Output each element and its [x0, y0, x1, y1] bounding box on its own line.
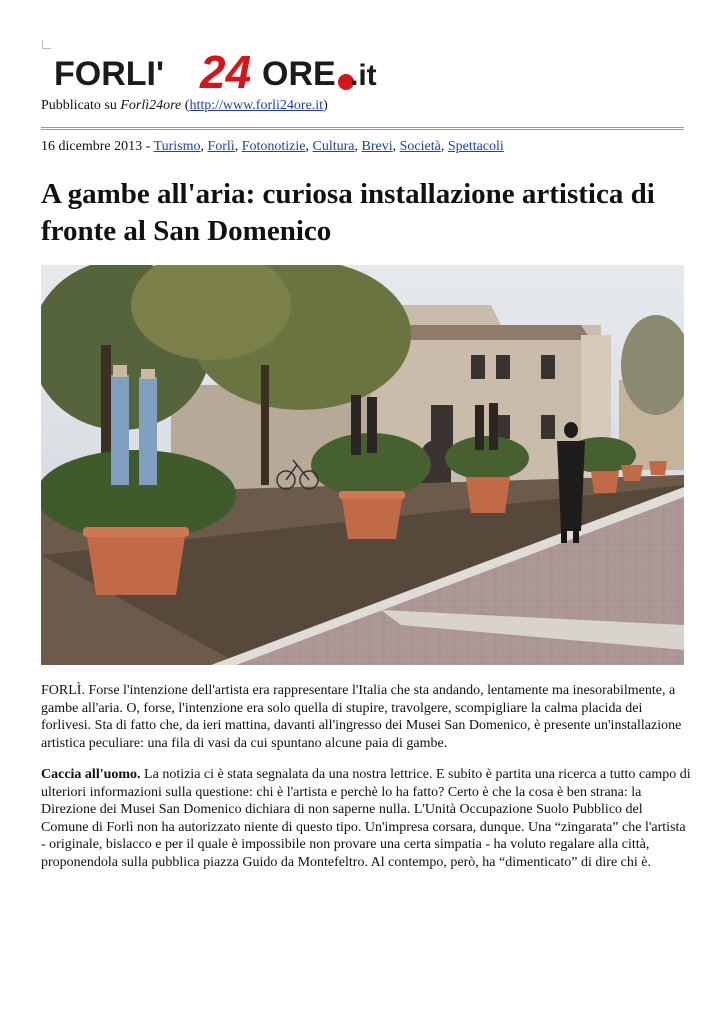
article-title: A gambe all'aria: curiosa installazione artistica di fronte al San Domenico: [41, 178, 655, 247]
paragraph-2-lead: Caccia all'uomo.: [41, 767, 141, 782]
category-link[interactable]: Forlì: [207, 139, 235, 154]
published-site-name: Forlì24ore: [120, 98, 182, 113]
logo-text-it: .it: [350, 59, 377, 92]
forli24ore-logo[interactable]: [54, 48, 414, 96]
category-link[interactable]: Fotonotizie: [241, 139, 306, 154]
published-prefix: Pubblicato su: [41, 98, 121, 113]
published-paren-close: ): [323, 98, 328, 113]
category-link[interactable]: Turismo: [153, 139, 201, 154]
paragraph-2-body: La notizia ci è stata segnalata da una nostra lettrice. E subito è partita una ricerca a tutto campo di ulteriori informazioni sulla questione: chi è l'artista e perchè lo ha fatto? Certo è che la cosa è ben strana: la Direzione dei Musei San Domenico dichiara di non saperne nulla. L'Unità Occupazione Suolo Pubblico del Comune di Forlì non ha autorizzato niente di questo tipo. Un'impresa corsara, dunque. Una “zingarata” che l'artista - originale, bislacco e per il quale è impossibile non provare una certa simpatia - ha voluto regalare alla città, proponendola sulla pubblica piazza Guido da Montefeltro. Al contempo, però, ha “dimenticato” di dire chi è.: [41, 767, 691, 870]
article-paragraph-1: FORLÌ. Forse l'intenzione dell'artista era rappresentare l'Italia che sta andando, lentamente ma inesorabilmente, a gambe all'aria. O, forse, l'intenzione era solo quella di stupire, travolgere, scompigliare la calma placida dei forlivesi. Sta di fatto che, da ieri mattina, davanti all'ingresso dei Musei San Domenico, è presente un'installazione artistica peculiare: una fila di vasi da cui spuntano alcune paia di gambe.: [41, 683, 682, 751]
published-line: [41, 98, 328, 114]
header-divider: [41, 127, 684, 130]
date-separator: -: [142, 139, 154, 154]
category-link[interactable]: Società: [399, 139, 441, 154]
logo-text-ore: ORE: [262, 55, 336, 93]
article-photo: [41, 265, 684, 665]
article-meta: 16 dicembre 2013 - Turismo, Forlì, Fotonotizie, Cultura, Brevi, Società, Spettacoli: [41, 139, 504, 154]
logo-text-24: 24: [200, 48, 252, 96]
published-paren-open: (: [181, 98, 190, 113]
published-url-link[interactable]: http://www.forli24ore.it: [189, 98, 324, 113]
article-paragraph-2: [41, 766, 691, 872]
logo-text-forli: FORLI': [54, 55, 165, 93]
article-date: 16 dicembre 2013: [41, 139, 143, 154]
category-link[interactable]: Cultura: [312, 139, 355, 154]
page-corner-mark: [42, 40, 51, 49]
category-link[interactable]: Spettacoli: [447, 139, 504, 154]
category-link[interactable]: Brevi: [361, 139, 393, 154]
